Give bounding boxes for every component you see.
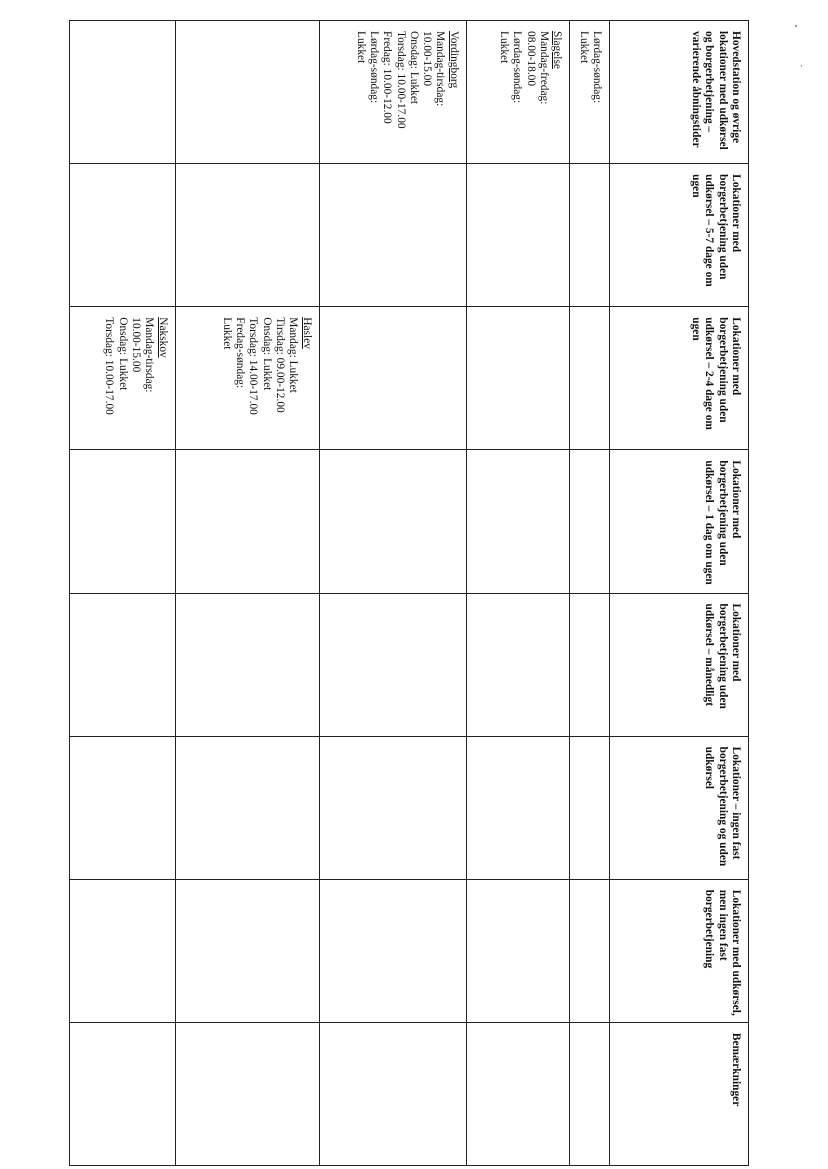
table-cell bbox=[319, 1022, 466, 1165]
header-cell: Lokationer med borgerbetjening uden udkørsel – 1 dag om ugen bbox=[610, 450, 749, 593]
table-cell bbox=[466, 450, 569, 593]
table-cell bbox=[175, 593, 319, 736]
table-cell bbox=[319, 879, 466, 1022]
header-cell: Lokationer med udkørsel, men ingen fast borgerbetjening bbox=[610, 879, 749, 1022]
header-cell: Hovedstation og øvrige lokationer med udkørsel og borgerbetjening – varierende åbningstider bbox=[610, 21, 749, 164]
table-cell bbox=[319, 450, 466, 593]
table-cell bbox=[175, 450, 319, 593]
header-cell: Lokationer – ingen fast borgerbetjening og uden udkørsel bbox=[610, 736, 749, 879]
location-hours: Mandag-fredag: 08.00-18.00 Lørdag-søndag: Lukket bbox=[498, 31, 550, 105]
location-name: Nakskov bbox=[156, 317, 169, 358]
table-cell bbox=[570, 450, 610, 593]
table-cell bbox=[175, 1022, 319, 1165]
table-cell bbox=[175, 736, 319, 879]
table-cell bbox=[570, 164, 610, 307]
header-row bbox=[610, 21, 749, 1166]
location-name: Slagelse bbox=[551, 31, 564, 69]
table-cell bbox=[70, 21, 176, 164]
table-cell bbox=[319, 593, 466, 736]
table-cell bbox=[570, 879, 610, 1022]
table-cell bbox=[70, 164, 176, 307]
table-cell bbox=[466, 21, 569, 164]
table-cell bbox=[319, 736, 466, 879]
table-row bbox=[319, 21, 466, 1166]
table-row bbox=[466, 21, 569, 1166]
table-cell bbox=[319, 164, 466, 307]
table-cell bbox=[175, 879, 319, 1022]
table-cell bbox=[466, 736, 569, 879]
table-cell bbox=[466, 164, 569, 307]
header-cell: Bemærkninger bbox=[610, 1022, 749, 1165]
table-cell bbox=[70, 1022, 176, 1165]
table-cell bbox=[466, 593, 569, 736]
header-cell: Lokationer med borgerbetjening uden udkørsel – 2-4 dage om ugen bbox=[610, 307, 749, 450]
table-cell bbox=[70, 593, 176, 736]
location-name: Vordingborg bbox=[447, 31, 460, 89]
header-cell: Lokationer med borgerbetjening uden udkørsel – månedligt bbox=[610, 593, 749, 736]
table-cell bbox=[70, 450, 176, 593]
table-cell bbox=[70, 879, 176, 1022]
table-cell bbox=[570, 1022, 610, 1165]
opening-hours-table bbox=[69, 20, 749, 1166]
table-cell bbox=[570, 593, 610, 736]
header-cell: Lokationer med borgerbetjening uden udkørsel – 5-7 dage om ugen bbox=[610, 164, 749, 307]
scan-speck bbox=[795, 25, 797, 27]
table-row bbox=[70, 21, 176, 1166]
table-cell bbox=[466, 307, 569, 450]
table-cell bbox=[319, 21, 466, 164]
table-cell bbox=[466, 1022, 569, 1165]
table-cell bbox=[175, 164, 319, 307]
table-cell bbox=[175, 21, 319, 164]
scan-speck bbox=[801, 65, 802, 67]
table-cell: Lørdag-søndag: Lukket bbox=[570, 21, 610, 164]
table-row bbox=[175, 21, 319, 1166]
table-row bbox=[570, 21, 610, 1166]
table-cell bbox=[70, 307, 176, 450]
location-hours: Mandag-tirsdag: 10.00-15.00 Onsdag: Lukket Torsdag: 10.00-17.00 bbox=[103, 317, 156, 415]
location-name: Haslev bbox=[300, 317, 313, 349]
table-cell bbox=[466, 879, 569, 1022]
table-cell bbox=[570, 736, 610, 879]
table-cell bbox=[70, 736, 176, 879]
table-cell bbox=[570, 307, 610, 450]
location-hours: Mandag-tirsdag: 10.00-15.00 Onsdag: Lukket Torsdag: 10.00-17.00 Fredag: 10.00-12.00 Lørdag-søndag: Lukket bbox=[354, 31, 447, 129]
location-hours: Mandag: Lukket Tirsdag: 09.00-12.00 Onsdag: Lukket Torsdag: 14.00-17.00 Fredag-søndag: Lukket bbox=[220, 317, 300, 415]
rotated-page bbox=[69, 20, 749, 1166]
table-cell bbox=[175, 307, 319, 450]
table-cell bbox=[319, 307, 466, 450]
